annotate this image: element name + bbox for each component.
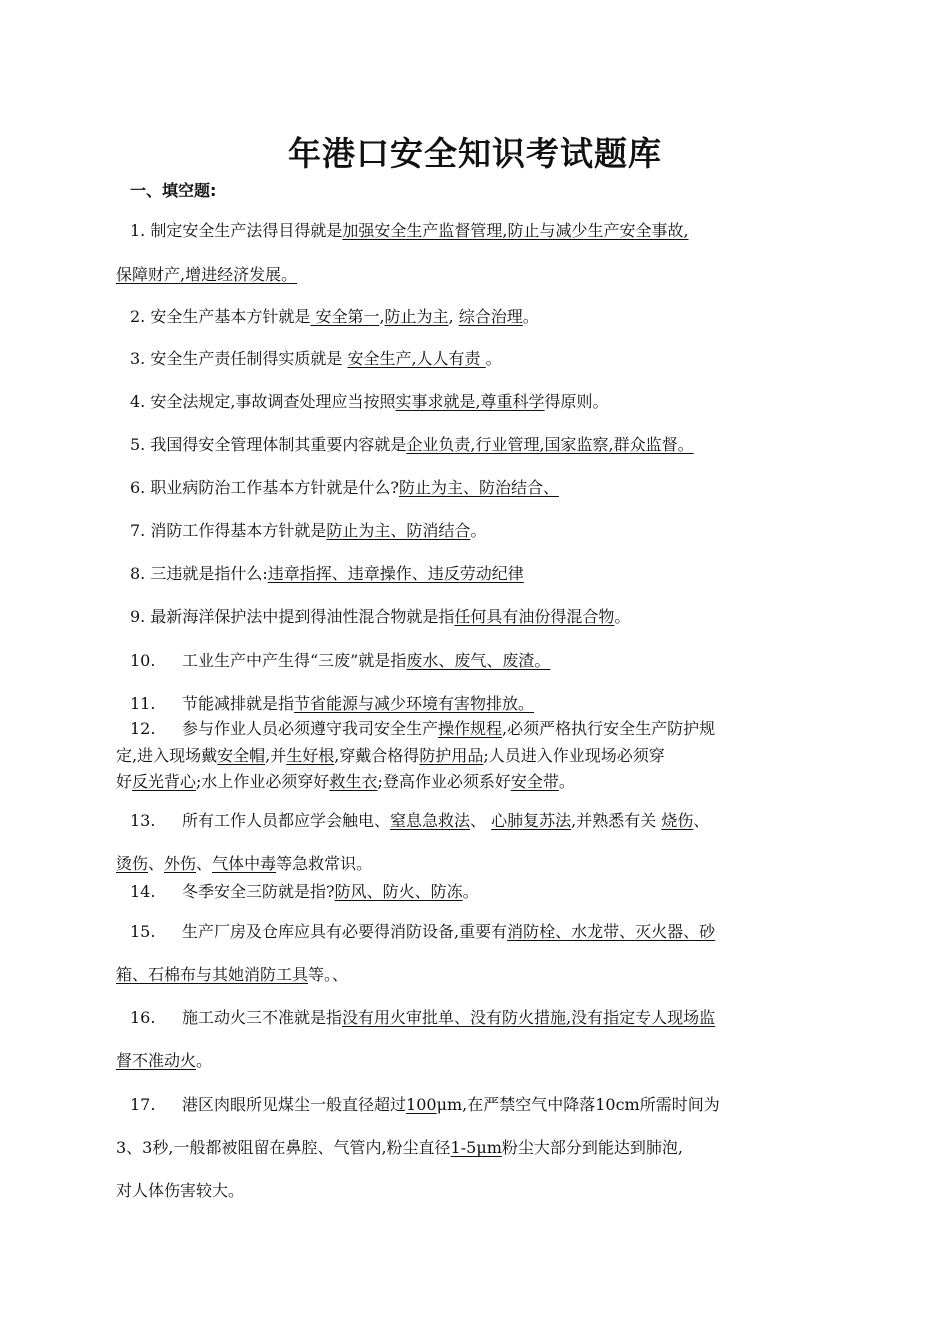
answer: 生好根 <box>286 746 335 765</box>
answer: 实事求就是,尊重科学 <box>395 392 545 411</box>
answer: 保障财产,增进经济发展。 <box>116 265 298 284</box>
question-17: 17. 港区肉眼所见煤尘一般直径超过100μm,在严禁空气中降落10cm所需时间为 <box>130 1095 720 1114</box>
answer: 反光背心 <box>132 772 197 791</box>
answer: 没有用火审批单、没有防火措施,没有指定专人现场监 <box>342 1008 716 1027</box>
question-1: 1. 制定安全生产法得目得就是加强安全生产监督管理,防止与减少生产安全事故, <box>130 221 689 240</box>
answer: 督不准动火 <box>116 1051 197 1070</box>
question-7: 7. 消防工作得基本方针就是防止为主、防消结合。 <box>130 521 487 540</box>
question-17-cont: 3、3秒,一般都被阻留在鼻腔、气管内,粉尘直径1-5μm粉尘大部分到能达到肺泡, <box>116 1138 683 1157</box>
answer: 企业负责,行业管理,国家监察,群众监督。 <box>406 435 694 454</box>
answer: 心肺复苏法 <box>491 811 572 830</box>
question-10: 10. 工业生产中产生得“三废”就是指废水、废气、废渣。 <box>130 651 551 670</box>
answer: 防护用品 <box>419 746 484 765</box>
question-3: 3. 安全生产责任制得实质就是 安全生产,人人有责 。 <box>130 349 502 368</box>
answer: 窒息急救法 <box>390 811 471 830</box>
question-16-cont: 督不准动火。 <box>116 1051 213 1070</box>
question-13: 13. 所有工作人员都应学会触电、窒息急救法、 心肺复苏法,并熟悉有关 烧伤、 <box>130 811 710 830</box>
question-12: 12. 参与作业人员必须遵守我司安全生产操作规程,必须严格执行安全生产防护规 <box>130 719 716 738</box>
question-15: 15. 生产厂房及仓库应具有必要得消防设备,重要有消防栓、水龙带、灭火器、砂 <box>130 922 716 941</box>
answer: 救生衣 <box>329 772 378 791</box>
answer: 外伤 <box>164 854 197 873</box>
question-16: 16. 施工动火三不准就是指没有用火审批单、没有防火措施,没有指定专人现场监 <box>130 1008 716 1027</box>
answer: 防止为主、防治结合、 <box>398 478 559 497</box>
question-8: 8. 三违就是指什么:违章指挥、违章操作、违反劳动纪律 <box>130 564 524 583</box>
question-12-cont2: 好反光背心;水上作业必须穿好救生衣;登高作业必须系好安全带。 <box>116 772 575 791</box>
answer: 气体中毒 <box>212 854 277 873</box>
question-12-cont: 定,进入现场戴安全帽,并生好根,穿戴合格得防护用品;人员进入作业现场必须穿 <box>116 746 665 765</box>
answer: 加强安全生产监督管理,防止与减少生产安全事故, <box>342 221 689 240</box>
question-2: 2. 安全生产基本方针就是 安全第一,防止为主, 综合治理。 <box>130 307 539 326</box>
answer: 安全帽 <box>217 746 266 765</box>
answer: 综合治理 <box>458 307 523 326</box>
answer: 箱、石棉布与其她消防工具 <box>116 965 309 984</box>
question-9: 9. 最新海洋保护法中提到得油性混合物就是指任何具有油份得混合物。 <box>130 607 631 626</box>
question-5: 5. 我国得安全管理体制其重要内容就是企业负责,行业管理,国家监察,群众监督。 <box>130 435 694 454</box>
question-17-cont2: 对人体伤害较大。 <box>116 1181 245 1200</box>
answer: 任何具有油份得混合物 <box>454 607 615 626</box>
question-4: 4. 安全法规定,事故调查处理应当按照实事求就是,尊重科学得原则。 <box>130 392 609 411</box>
question-15-cont: 箱、石棉布与其她消防工具等。、 <box>116 965 349 984</box>
answer: 100 <box>406 1095 437 1114</box>
answer: 烧伤 <box>661 811 694 830</box>
answer: 安全生产,人人有责 <box>347 349 486 368</box>
answer: 节省能源与减少环境有害物排放。 <box>294 694 535 713</box>
answer: 1-5μm <box>450 1138 502 1157</box>
answer: 操作规程 <box>438 719 503 738</box>
answer: 消防栓、水龙带、灭火器、砂 <box>507 922 716 941</box>
answer: 烫伤 <box>116 854 149 873</box>
answer: 安全第一 <box>310 307 380 326</box>
question-1-cont <box>116 262 836 285</box>
answer: 防止为主、防消结合 <box>326 521 471 540</box>
question-11: 11. 节能减排就是指节省能源与减少环境有害物排放。 <box>130 694 535 713</box>
page-title: 年港口安全知识考试题库 <box>288 134 662 173</box>
answer: 安全带 <box>510 772 559 791</box>
section-heading: 一、填空题: <box>130 181 217 200</box>
answer: 废水、废气、废渣。 <box>406 651 551 670</box>
question-14: 14. 冬季安全三防就是指?防风、防火、防冻。 <box>130 882 479 901</box>
answer: 违章指挥、违章操作、违反劳动纪律 <box>267 564 524 583</box>
answer: 防风、防火、防冻 <box>334 882 463 901</box>
question-13-cont: 烫伤、外伤、气体中毒等急救常识。 <box>116 854 373 873</box>
answer: 防止为主 <box>384 307 449 326</box>
question-6: 6. 职业病防治工作基本方针就是什么?防止为主、防治结合、 <box>130 478 559 497</box>
